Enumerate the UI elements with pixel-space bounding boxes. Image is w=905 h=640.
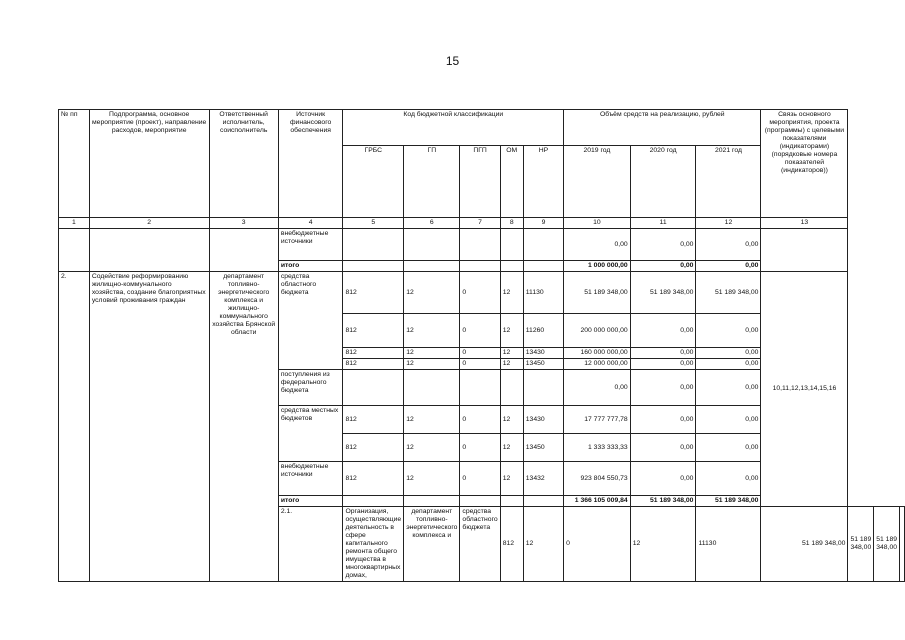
code-pgp: 0 — [460, 406, 500, 434]
value-2021: 51 189 348,00 — [696, 496, 761, 507]
col-number: 11 — [630, 218, 696, 229]
header-code-grbs: ГРБС — [343, 146, 404, 218]
source-cell: внебюджетные источники — [278, 229, 343, 261]
header-num: № пп — [59, 110, 90, 218]
code-grbs: 812 — [343, 314, 404, 348]
table-row — [59, 272, 905, 314]
code-gp: 12 — [404, 406, 460, 434]
header-code-nr: НР — [523, 146, 563, 218]
code-grbs: 812 — [343, 406, 404, 434]
col-number: 6 — [404, 218, 460, 229]
code-gp: 12 — [404, 462, 460, 496]
row-name: Содействие реформированию жилищно-коммунального хозяйства, создание благоприятных условий проживания граждан — [89, 272, 209, 582]
code-nr: 11260 — [523, 314, 563, 348]
page-number: 15 — [445, 54, 460, 68]
value-2020: 51 189 348,00 — [630, 496, 696, 507]
row-executor: департамент топливно-энергетического комплекса и — [404, 507, 460, 582]
value-2020: 51 189 348,00 — [848, 507, 874, 582]
code-nr: 13450 — [523, 359, 563, 370]
value-2019: 923 804 550,73 — [564, 462, 631, 496]
value-2019: 51 189 348,00 — [761, 507, 848, 582]
code-om: 12 — [500, 314, 523, 348]
code-gp: 12 — [404, 434, 460, 462]
value-2020: 0,00 — [630, 314, 696, 348]
value-2021: 51 189 348,00 — [874, 507, 900, 582]
source-cell: внебюджетные источники — [278, 462, 343, 496]
code-om: 12 — [500, 434, 523, 462]
code-gp: 12 — [404, 348, 460, 359]
code-grbs: 812 — [500, 507, 523, 582]
header-code-pgp: ПГП — [460, 146, 500, 218]
value-2019: 1 000 000,00 — [564, 261, 631, 272]
value-2021: 0,00 — [696, 434, 761, 462]
source-cell: поступления из федерального бюджета — [278, 370, 343, 406]
header-source: Источник финансового обеспечения — [278, 110, 343, 218]
budget-table — [58, 109, 905, 582]
code-pgp: 0 — [564, 507, 631, 582]
code-nr: 13430 — [523, 406, 563, 434]
source-cell: средства областного бюджета — [460, 507, 500, 582]
code-gp: 12 — [523, 507, 563, 582]
row-number: 2.1. — [278, 507, 343, 582]
value-2021: 0,00 — [696, 370, 761, 406]
table-row — [59, 229, 905, 261]
code-grbs: 812 — [343, 359, 404, 370]
code-om: 12 — [500, 359, 523, 370]
header-row — [59, 110, 905, 146]
col-number: 5 — [343, 218, 404, 229]
code-nr: 13450 — [523, 434, 563, 462]
value-2019: 1 366 105 009,84 — [564, 496, 631, 507]
code-gp: 12 — [404, 272, 460, 314]
code-nr: 11130 — [523, 272, 563, 314]
col-number: 9 — [523, 218, 563, 229]
value-2020: 0,00 — [630, 462, 696, 496]
col-number: 13 — [761, 218, 848, 229]
col-number: 10 — [564, 218, 631, 229]
value-2021: 0,00 — [696, 359, 761, 370]
header-code-om: ОМ — [500, 146, 523, 218]
header-year-2021: 2021 год — [696, 146, 761, 218]
col-number: 1 — [59, 218, 90, 229]
header-link: Связь основного мероприятия, проекта (программы) с целевыми показателями (индикаторами) (порядковые номера показателей (индикаторов)) — [761, 110, 848, 218]
value-2019: 200 000 000,00 — [564, 314, 631, 348]
value-2020: 0,00 — [630, 359, 696, 370]
header-volume-group: Объём средств на реализацию, рублей — [564, 110, 761, 146]
header-executor: Ответственный исполнитель, соисполнитель — [209, 110, 278, 218]
value-2020: 0,00 — [630, 406, 696, 434]
code-om: 12 — [500, 462, 523, 496]
column-number-row — [59, 218, 905, 229]
value-2020: 0,00 — [630, 370, 696, 406]
code-pgp: 0 — [460, 272, 500, 314]
code-om: 12 — [500, 272, 523, 314]
value-2020: 0,00 — [630, 434, 696, 462]
code-pgp: 0 — [460, 348, 500, 359]
value-2019: 0,00 — [564, 370, 631, 406]
header-year-2019: 2019 год — [564, 146, 631, 218]
col-number: 7 — [460, 218, 500, 229]
code-grbs: 812 — [343, 272, 404, 314]
source-cell: средства местных бюджетов — [278, 406, 343, 462]
value-2019: 17 777 777,78 — [564, 406, 631, 434]
code-nr: 11130 — [696, 507, 761, 582]
value-2021: 0,00 — [696, 406, 761, 434]
code-nr: 13432 — [523, 462, 563, 496]
code-gp: 12 — [404, 314, 460, 348]
header-code-group: Код бюджетной классификации — [343, 110, 564, 146]
code-grbs: 812 — [343, 434, 404, 462]
value-2019: 0,00 — [564, 229, 631, 261]
code-om: 12 — [630, 507, 696, 582]
value-2019: 12 000 000,00 — [564, 359, 631, 370]
col-number: 8 — [500, 218, 523, 229]
code-pgp: 0 — [460, 359, 500, 370]
value-2020: 0,00 — [630, 261, 696, 272]
header-year-2020: 2020 год — [630, 146, 696, 218]
col-number: 2 — [89, 218, 209, 229]
value-2021: 0,00 — [696, 261, 761, 272]
code-nr: 13430 — [523, 348, 563, 359]
code-grbs: 812 — [343, 348, 404, 359]
source-cell: средства областного бюджета — [278, 272, 343, 370]
value-2021: 0,00 — [696, 348, 761, 359]
col-number: 3 — [209, 218, 278, 229]
value-2021: 51 189 348,00 — [696, 272, 761, 314]
code-pgp: 0 — [460, 462, 500, 496]
value-2019: 51 189 348,00 — [564, 272, 631, 314]
source-cell: итого — [278, 261, 343, 272]
value-2021: 0,00 — [696, 229, 761, 261]
code-om: 12 — [500, 348, 523, 359]
indicator-link: 10,11,12,13,14,15,16 — [761, 272, 848, 507]
value-2019: 160 000 000,00 — [564, 348, 631, 359]
header-name: Подпрограмма, основное мероприятие (проект), направление расходов, мероприятие — [89, 110, 209, 218]
value-2019: 1 333 333,33 — [564, 434, 631, 462]
code-pgp: 0 — [460, 314, 500, 348]
row-number: 2. — [59, 272, 90, 582]
code-pgp: 0 — [460, 434, 500, 462]
row-executor: департамент топливно-энергетического комплекса и жилищно-коммунального хозяйства Брянской области — [209, 272, 278, 582]
code-gp: 12 — [404, 359, 460, 370]
code-grbs: 812 — [343, 462, 404, 496]
col-number: 4 — [278, 218, 343, 229]
header-code-gp: ГП — [404, 146, 460, 218]
value-2021: 0,00 — [696, 462, 761, 496]
value-2020: 0,00 — [630, 348, 696, 359]
row-name: Организация, осуществляющие деятельность в сфере капитального ремонта общего имущества в многоквартирных домах, — [343, 507, 404, 582]
source-cell: итого — [278, 496, 343, 507]
col-number: 12 — [696, 218, 761, 229]
value-2020: 0,00 — [630, 229, 696, 261]
code-om: 12 — [500, 406, 523, 434]
value-2020: 51 189 348,00 — [630, 272, 696, 314]
value-2021: 0,00 — [696, 314, 761, 348]
